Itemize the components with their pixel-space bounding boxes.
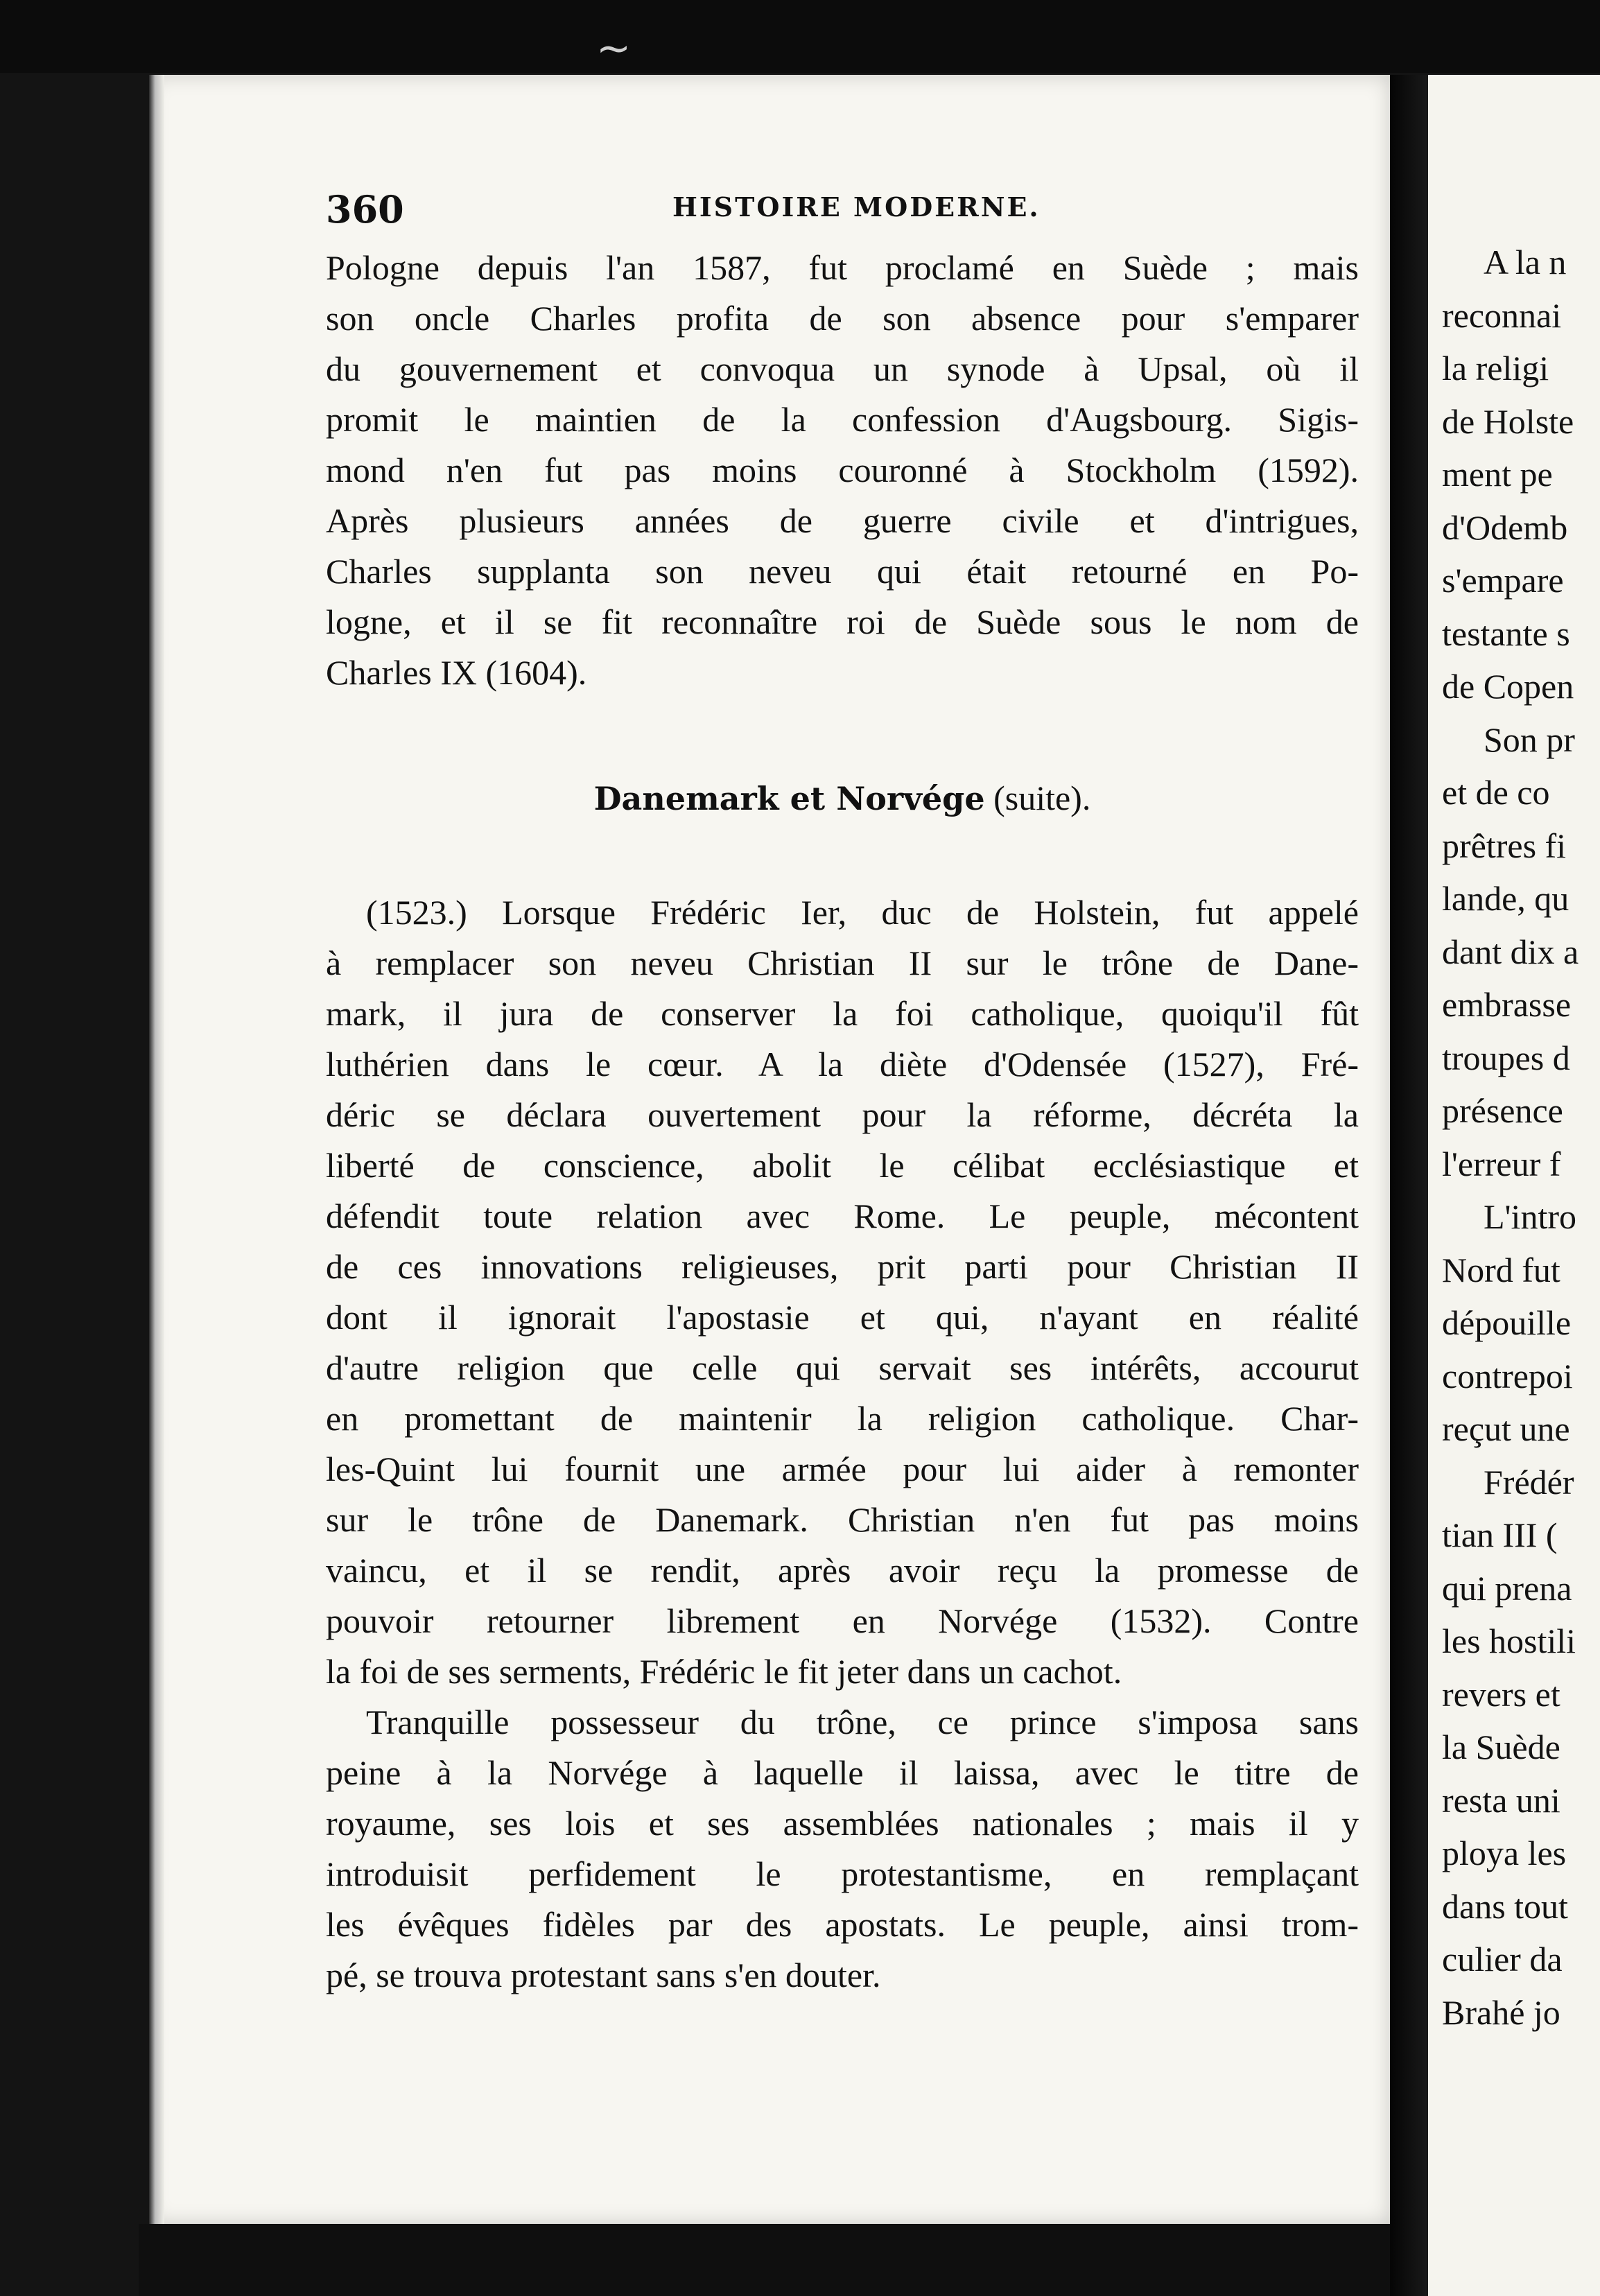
text-line: peine à la Norvége à laquelle il laissa, avec le titre de (326, 1753, 1359, 1792)
text-line: Brahé jo (1442, 1992, 1560, 2032)
text-line: les hostili (1442, 1621, 1576, 1660)
text-line: Nord fut (1442, 1250, 1560, 1289)
text-line: liberté de conscience, abolit le célibat ecclésiastique et (326, 1146, 1359, 1185)
section-heading-suffix: (suite). (993, 779, 1091, 817)
text-line: la religi (1442, 349, 1549, 388)
text-line: L'intro (1484, 1197, 1576, 1236)
text-line: vaincu, et il se rendit, après avoir reçu la promesse de (326, 1551, 1359, 1590)
paragraph-3 (326, 1697, 1359, 2001)
text-line: Charles supplanta son neveu qui était retourné en Po- (326, 552, 1359, 591)
page-number: 360 (326, 187, 404, 232)
text-line: sur le trône de Danemark. Christian n'en fut pas moins (326, 1500, 1359, 1539)
text-line: les-Quint lui fournit une armée pour lui aider à remonter (326, 1450, 1359, 1488)
text-line: reçut une (1442, 1409, 1570, 1448)
text-line: dont il ignorait l'apostasie et qui, n'ayant en réalité (326, 1298, 1359, 1337)
text-line: qui prena (1442, 1568, 1572, 1608)
text-line: et de co (1442, 773, 1550, 812)
text-line: Tranquille possesseur du trône, ce prince s'imposa sans (366, 1703, 1359, 1741)
text-line: promit le maintien de la confession d'Augsbourg. Sigis- (326, 400, 1359, 439)
text-line: resta uni (1442, 1780, 1560, 1820)
section-heading-title: Danemark et Norvége (593, 780, 985, 817)
text-line: culier da (1442, 1940, 1563, 1978)
text-line: la Suède (1442, 1728, 1560, 1766)
text-line: déric se déclara ouvertement pour la réforme, décréta la (326, 1095, 1359, 1134)
scan-border-bottom (139, 2224, 1390, 2296)
text-line: revers et (1442, 1674, 1560, 1714)
text-line: son oncle Charles profita de son absence pour s'emparer (326, 299, 1359, 338)
paragraph-2 (326, 887, 1359, 1697)
text-line: l'erreur f (1442, 1144, 1561, 1183)
text-line: pouvoir retourner librement en Norvége (1532). Contre (326, 1601, 1359, 1640)
text-line: Après plusieurs années de guerre civile et d'intrigues, (326, 501, 1359, 540)
text-line: embrasse (1442, 985, 1572, 1024)
text-line: pé, se trouva protestant sans s'en douter. (326, 1956, 881, 1994)
text-line: défendit toute relation avec Rome. Le peuple, mécontent (326, 1197, 1359, 1235)
text-line: ploya les (1442, 1834, 1567, 1872)
text-line: lande, qu (1442, 879, 1569, 918)
text-line: A la n (1484, 243, 1567, 281)
text-line: s'empare (1442, 561, 1564, 600)
text-line: en promettant de maintenir la religion catholique. Char- (326, 1399, 1359, 1438)
text-line: mond n'en fut pas moins couronné à Stockholm (1592). (326, 451, 1359, 489)
text-line: (1523.) Lorsque Frédéric Ier, duc de Holstein, fut appelé (366, 893, 1359, 932)
text-line: les évêques fidèles par des apostats. Le peuple, ainsi trom- (326, 1905, 1359, 1944)
text-line: logne, et il se fit reconnaître roi de Suède sous le nom de (326, 602, 1359, 641)
text-line: troupes d (1442, 1038, 1570, 1077)
text-line: de ces innovations religieuses, prit parti pour Christian II (326, 1247, 1359, 1286)
text-line: d'autre religion que celle qui servait ses intérêts, accourut (326, 1348, 1359, 1387)
text-line: introduisit perfidement le protestantisme, en remplaçant (326, 1854, 1359, 1893)
book-gutter (1390, 75, 1428, 2296)
text-line: reconnai (1442, 295, 1562, 335)
text-line: dépouille (1442, 1303, 1572, 1342)
text-line: la foi de ses serments, Frédéric le fit jeter dans un cachot. (326, 1652, 1122, 1691)
text-line: Frédér (1484, 1462, 1574, 1502)
section-heading (326, 778, 1359, 818)
text-line: mark, il jura de conserver la foi catholique, quoiqu'il fût (326, 994, 1359, 1033)
text-line: Charles IX (1604). (326, 653, 587, 692)
scan-mark: ~ (596, 24, 632, 73)
text-line: présence (1442, 1091, 1563, 1130)
paragraph-1 (326, 243, 1359, 698)
text-line: luthérien dans le cœur. A la diète d'Odensée (1527), Fré- (326, 1045, 1359, 1084)
text-line: de Copen (1442, 667, 1574, 706)
scan-border-top (0, 0, 1600, 73)
page-header (326, 187, 1352, 243)
text-line: contrepoi (1442, 1356, 1573, 1395)
text-line: Pologne depuis l'an 1587, fut proclamé en Suède ; mais (326, 248, 1359, 287)
text-line: d'Odemb (1442, 507, 1568, 547)
text-line: du gouvernement et convoqua un synode à Upsal, où il (326, 349, 1359, 388)
text-line: à remplacer son neveu Christian II sur le trône de Dane- (326, 943, 1359, 982)
right-page-text (1442, 236, 1600, 2039)
text-line: prêtres fi (1442, 826, 1567, 865)
text-line: dans tout (1442, 1886, 1568, 1926)
text-line: royaume, ses lois et ses assemblées nationales ; mais il y (326, 1804, 1359, 1843)
running-head: HISTOIRE MODERNE. (672, 191, 1041, 223)
text-line: dant dix a (1442, 932, 1579, 971)
text-line: Son pr (1484, 720, 1575, 759)
text-line: de Holste (1442, 401, 1574, 441)
text-line: ment pe (1442, 455, 1553, 494)
text-line: testante s (1442, 614, 1570, 653)
text-line: tian III ( (1442, 1515, 1558, 1554)
